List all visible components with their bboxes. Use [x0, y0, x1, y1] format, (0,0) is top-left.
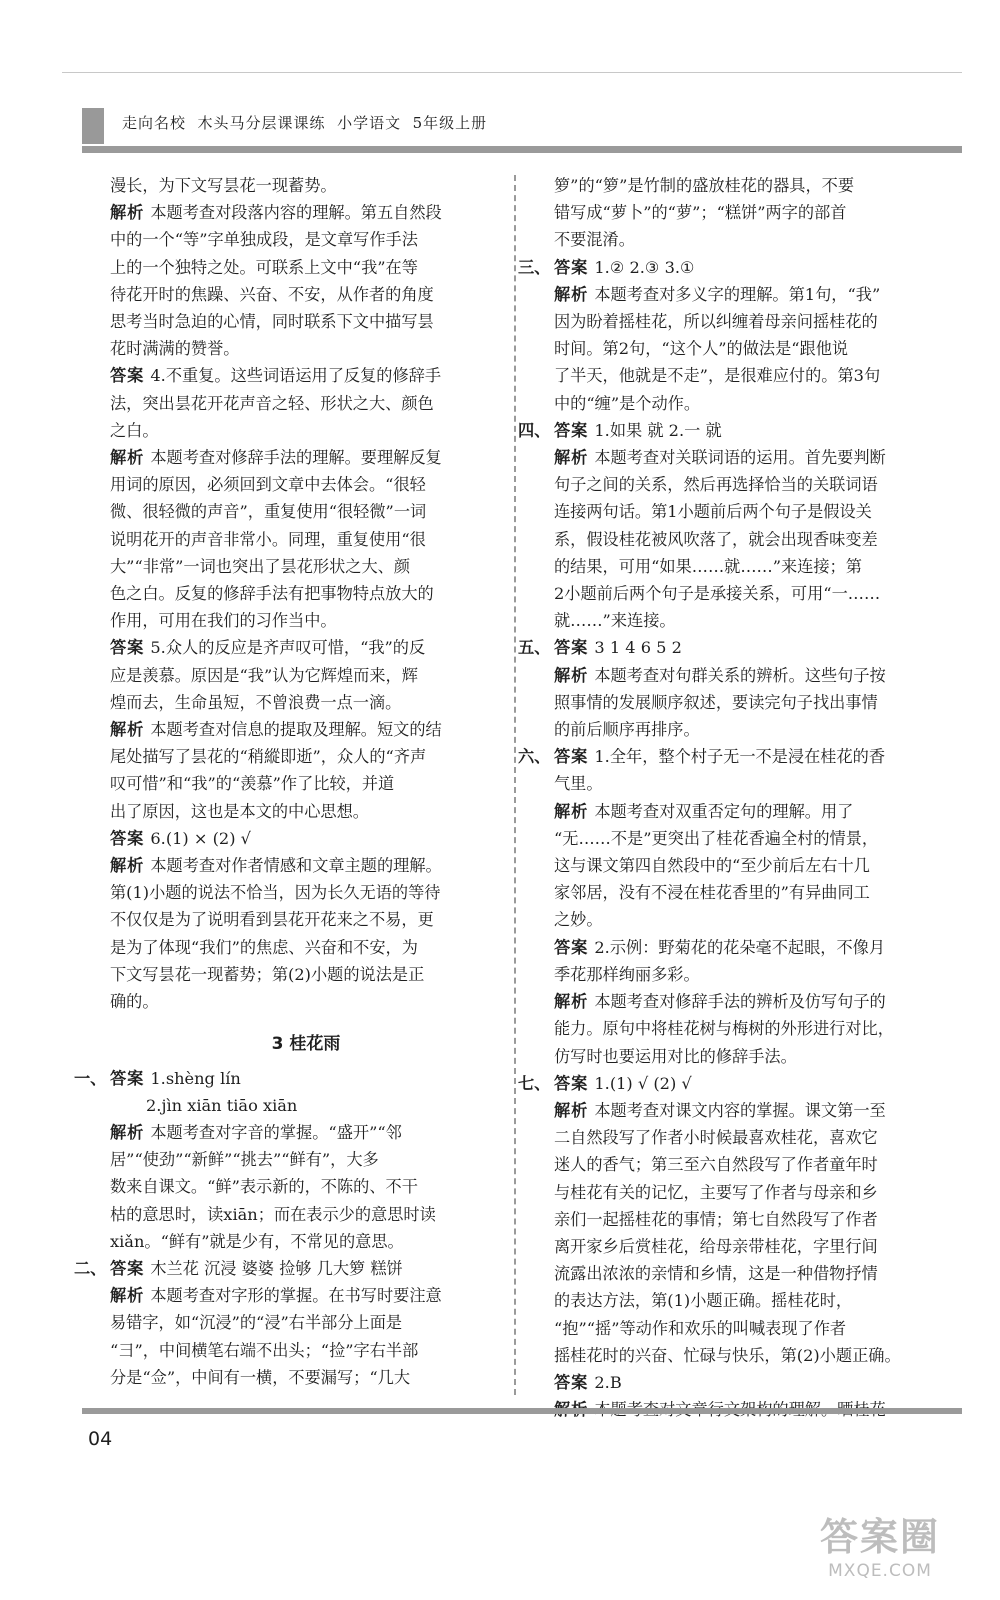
- answer-label: 答案: [110, 828, 145, 848]
- answer-label: 答案: [554, 257, 589, 277]
- text-line: 易错字，如“沉浸”的“浸”右半部分上面是: [110, 1313, 403, 1333]
- text-line: 流露出浓浓的亲情和乡情，这是一种借物抒情: [554, 1264, 878, 1284]
- text-line: 不要混淆。: [554, 230, 635, 250]
- text-line: “抱”“摇”等动作和欢乐的叫喊表现了作者: [554, 1318, 847, 1338]
- analysis-label: 解析: [554, 992, 589, 1012]
- text-line: 季花那样绚丽多彩。: [554, 964, 700, 984]
- text-line: 色之白。反复的修辞手法有把事物特点放大的: [110, 584, 434, 604]
- text-line: 的前后顺序再排序。: [554, 720, 700, 740]
- text-line: 说明花开的声音非常小。同理，重复使用“很: [110, 529, 426, 549]
- text-line: 不仅仅是为了说明看到昙花开花来之不易，更: [110, 910, 434, 930]
- watermark-text: 答案圈: [820, 1515, 941, 1559]
- text-line: 上的一个独特之处。可联系上文中“我”在等: [110, 257, 418, 277]
- text-line: 了半天，他就是不走”，是很难应付的。第3句: [554, 366, 881, 386]
- text-line: 离开家乡后赏桂花，给母亲带桂花，字里行间: [554, 1236, 878, 1256]
- question-number: 四、: [518, 420, 551, 440]
- text-line: 句子之间的关系，然后再选择恰当的关联词语: [554, 475, 878, 495]
- section-title: 3 桂花雨: [271, 1034, 341, 1055]
- analysis-line: 解析 本题考查对双重否定句的理解。用了: [554, 801, 854, 821]
- text-line: 连接两句话。第1小题前后两个句子是假设关: [554, 502, 872, 522]
- page-number: 04: [88, 1428, 113, 1450]
- text-line: 之妙。: [554, 910, 603, 930]
- text-line: 下文写昙花一现蓄势；第(2)小题的说法是正: [110, 964, 425, 984]
- text-line: 的结果，可用“如果……就……”来连接；第: [554, 556, 862, 576]
- analysis-label: 解析: [554, 448, 589, 468]
- text-line: 中的一个“等”字单独成段，是文章写作手法: [110, 230, 418, 250]
- header-marker: [82, 108, 104, 144]
- analysis-label: 解析: [554, 284, 589, 304]
- running-header: 走向名校 木头马分层课课练 小学语文 5年级上册: [122, 114, 488, 132]
- text-line: 时间。第2句，“这个人”的做法是“跟他说: [554, 339, 849, 359]
- text-line: 思考当时急迫的心情，同时联系下文中描写昙: [110, 312, 434, 332]
- answer-line: 答案 5.众人的反应是齐声叹可惜，“我”的反: [110, 638, 426, 658]
- answer-line: 答案 2.B: [554, 1372, 622, 1392]
- answer-label: 答案: [554, 1073, 589, 1093]
- text-line: 居”“使劲”“新鲜”“挑去”“鲜有”，大多: [110, 1150, 379, 1170]
- answer-label: 答案: [554, 747, 589, 767]
- text-line: 大”“非常”一词也突出了昙花形状之大、颜: [110, 556, 411, 576]
- text-line: 分是“佥”，中间有一横，不要漏写；“几大: [110, 1367, 411, 1387]
- analysis-label: 解析: [110, 203, 145, 223]
- analysis-line: 解析 本题考查对修辞手法的辨析及仿写句子的: [554, 992, 886, 1012]
- text-line: 中的“缠”是个动作。: [554, 393, 701, 413]
- answer-line: 答案 6.(1) × (2) √: [110, 828, 251, 848]
- analysis-line: 解析 本题考查对信息的提取及理解。短文的结: [110, 720, 442, 740]
- analysis-label: 解析: [110, 720, 145, 740]
- text-line: 这与课文第四自然段中的“至少前后左右十几: [554, 856, 870, 876]
- text-line: 因为盼着摇桂花，所以纠缠着母亲问摇桂花的: [554, 312, 878, 332]
- footer-rule: [82, 1408, 962, 1414]
- answer-label: 答案: [554, 420, 589, 440]
- analysis-line: 解析 本题考查对句群关系的辨析。这些句子按: [554, 665, 886, 685]
- answer-label: 答案: [554, 937, 589, 957]
- text-line: 之白。: [110, 420, 159, 440]
- answer-label: 答案: [554, 1372, 589, 1392]
- analysis-label: 解析: [110, 856, 145, 876]
- analysis-line: 解析 本题考查对多义字的理解。第1句，“我”: [554, 284, 881, 304]
- question-number: 七、: [518, 1073, 551, 1093]
- analysis-label: 解析: [554, 801, 589, 821]
- question-number: 五、: [518, 638, 551, 658]
- text-line: 气里。: [554, 774, 603, 794]
- question-answer: 五、 答案 3 1 4 6 5 2: [518, 634, 954, 661]
- text-line: xiǎn。“鲜有”就是少有，不常见的意思。: [110, 1231, 404, 1251]
- text-line: 就……”来连接。: [554, 611, 676, 631]
- text-line: 煌而去，生命虽短，不曾浪费一点一滴。: [110, 692, 402, 712]
- answer-line: 答案 2.示例：野菊花的花朵毫不起眼，不像月: [554, 937, 886, 957]
- question-answer: 七、 答案 1.(1) √ (2) √: [518, 1070, 954, 1097]
- analysis-line: 解析 本题考查对字音的掌握。“盛开”“邻: [110, 1122, 402, 1142]
- text-line: 的表达方法，第(1)小题正确。摇桂花时，: [554, 1291, 853, 1311]
- question-number: 六、: [518, 747, 551, 767]
- header-rule: [82, 146, 962, 153]
- text-line: 箩”的“箩”是竹制的盛放桂花的器具，不要: [554, 176, 855, 195]
- analysis-line: 解析 本题考查对关联词语的运用。首先要判断: [554, 448, 886, 468]
- top-rule: [62, 72, 962, 73]
- text-line: 仿写时也要运用对比的修辞手法。: [554, 1046, 797, 1066]
- answer-label: 答案: [110, 1068, 145, 1088]
- answer-label: 答案: [110, 1258, 145, 1278]
- text-line: 是为了体现“我们”的焦虑、兴奋和不安，为: [110, 937, 418, 957]
- text-line: 尾处描写了昙花的“稍縱即逝”，众人的“齐声: [110, 747, 427, 767]
- text-line: 数来自课文。“鲜”表示新的，不陈的、不干: [110, 1177, 418, 1197]
- analysis-label: 解析: [110, 448, 145, 468]
- text-line: 应是羡慕。原因是“我”认为它辉煌而来，辉: [110, 665, 418, 685]
- text-line: “无……不是”更突出了桂花香遍全村的情景，: [554, 828, 879, 848]
- text-line: 漫长，为下文写昙花一现蓄势。: [110, 176, 337, 195]
- text-line: 花时满满的赞誉。: [110, 339, 240, 359]
- watermark-logo: [820, 1506, 940, 1581]
- text-line: 法，突出昙花开花声音之轻、形状之大、颜色: [110, 393, 434, 413]
- text-line: 微、很轻微的声音”，重复使用“很轻微”一词: [110, 502, 427, 522]
- analysis-line: 解析 本题考查对修辞手法的理解。要理解反复: [110, 448, 442, 468]
- text-line: 亲们一起摇桂花的事情；第七自然段写了作者: [554, 1209, 878, 1229]
- watermark-url: MXQE.COM: [828, 1561, 932, 1581]
- text-line: 错写成“萝卜”的“萝”；“糕饼”两字的部首: [554, 203, 847, 223]
- text-line: 摇桂花时的兴奋、忙碌与快乐，第(2)小题正确。: [554, 1345, 901, 1365]
- analysis-line: 解析 本题考查对作者情感和文章主题的理解。: [110, 856, 442, 876]
- question-answer: 二、 答案 木兰花 沉浸 婆婆 捡够 几大箩 糕饼: [74, 1255, 502, 1282]
- left-column: [74, 172, 502, 1391]
- text-line: 第(1)小题的说法不恰当，因为长久无语的等待: [110, 883, 441, 903]
- question-answer: 三、 答案 1.② 2.③ 3.①: [518, 254, 954, 281]
- text-line: 二自然段写了作者小时候最喜欢桂花，喜欢它: [554, 1128, 878, 1148]
- text-line: 作用，可用在我们的习作当中。: [110, 611, 337, 631]
- text-line: 待花开时的焦躁、兴奋、不安，从作者的角度: [110, 284, 434, 304]
- analysis-line: 解析 本题考查对课文内容的掌握。课文第一至: [554, 1100, 886, 1120]
- column-divider: [514, 175, 516, 1395]
- answer-label: 答案: [110, 638, 145, 658]
- text-line: 叹可惜”和“我”的“羡慕”作了比较，并道: [110, 774, 395, 794]
- text-line: “彐”，中间横笔右端不出头；“捡”字右半部: [110, 1340, 419, 1360]
- text-line: 能力。原句中将桂花树与梅树的外形进行对比，: [554, 1019, 894, 1039]
- answer-line: 答案 4.不重复。这些词语运用了反复的修辞手: [110, 366, 442, 386]
- question-answer: 四、 答案 1.如果 就 2.一 就: [518, 417, 954, 444]
- analysis-label: 解析: [554, 1100, 589, 1120]
- question-answer: 一、 答案 1.shèng lín: [74, 1065, 502, 1092]
- text-line: 迷人的香气；第三至六自然段写了作者童年时: [554, 1155, 878, 1175]
- question-answer: 六、 答案 1.全年，整个村子无一不是浸在桂花的香: [518, 743, 954, 770]
- text-line: 家邻居，没有不浸在桂花香里的”有异曲同工: [554, 883, 870, 903]
- answer-label: 答案: [554, 638, 589, 658]
- analysis-line: 解析 本题考查对字形的掌握。在书写时要注意: [110, 1286, 442, 1306]
- question-number: 二、: [74, 1258, 107, 1278]
- text-line: 2小题前后两个句子是承接关系，可用“一……: [554, 584, 881, 604]
- question-number: 一、: [74, 1068, 107, 1088]
- answer-label: 答案: [110, 366, 145, 386]
- analysis-label: 解析: [110, 1286, 145, 1306]
- text-line: 与桂花有关的记忆，主要写了作者与母亲和乡: [554, 1182, 878, 1202]
- text-line: 照事情的发展顺序叙述，要读完句子找出事情: [554, 692, 878, 712]
- text-line: 用词的原因，必须回到文章中去体会。“很轻: [110, 475, 426, 495]
- question-number: 三、: [518, 257, 551, 277]
- text-line: 枯的意思时，读xiān；而在表示少的意思时读: [110, 1204, 436, 1224]
- analysis-label: 解析: [110, 1122, 145, 1142]
- right-column: [518, 172, 954, 1423]
- analysis-line: 解析 本题考查对段落内容的理解。第五自然段: [110, 203, 442, 223]
- text-line: 系，假设桂花被风吹落了，就会出现香味变差: [554, 529, 878, 549]
- text-line: 2.jìn xiān tiāo xiān: [146, 1095, 298, 1115]
- text-line: 出了原因，这也是本文的中心思想。: [110, 801, 369, 821]
- analysis-label: 解析: [554, 665, 589, 685]
- text-line: 确的。: [110, 992, 159, 1012]
